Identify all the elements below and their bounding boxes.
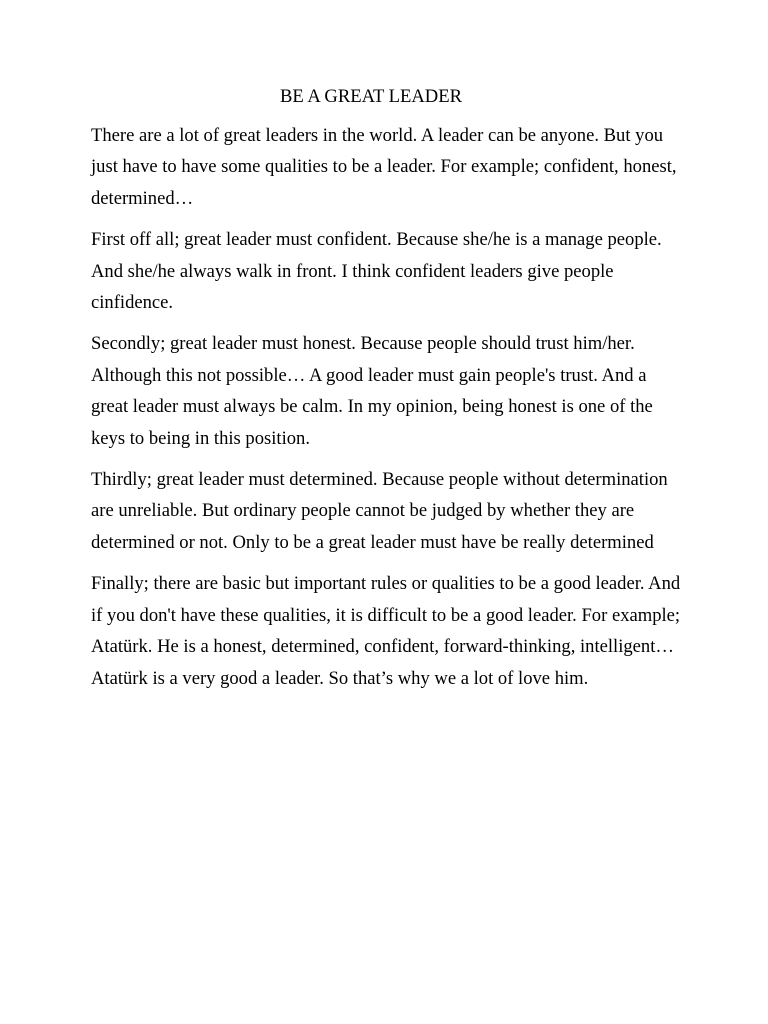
paragraph-confidence: First off all; great leader must confident. Because she/he is a manage people. And she/he always walk in front. I think confident leaders give people cinfidence. (91, 229, 662, 314)
paragraph-honesty: Secondly; great leader must honest. Because people should trust him/her. Although this not possible… A good leader must gain people's trust. And a great leader must always be calm. In my opinion, being honest is one of the keys to being in this position. (91, 333, 653, 449)
paragraph-determination: Thirdly; great leader must determined. Because people without determination are unreliable. But ordinary people cannot be judged by whether they are determined or not. Only to be a great leader must have be really determined (91, 469, 668, 553)
document-title: BE A GREAT LEADER (280, 86, 462, 107)
paragraph-introduction: There are a lot of great leaders in the world. A leader can be anyone. But you just have to have some qualities to be a leader. For example; confident, honest, determined… (91, 125, 677, 209)
document-body (91, 84, 683, 694)
paragraph-conclusion: Finally; there are basic but important rules or qualities to be a good leader. And if you don't have these qualities, it is difficult to be a good leader. For example; Atatürk. He is a honest, determined, confident, forward-thinking, intelligent… Atatürk is a very good a leader. So that’s why we a lot of love him. (91, 573, 681, 689)
